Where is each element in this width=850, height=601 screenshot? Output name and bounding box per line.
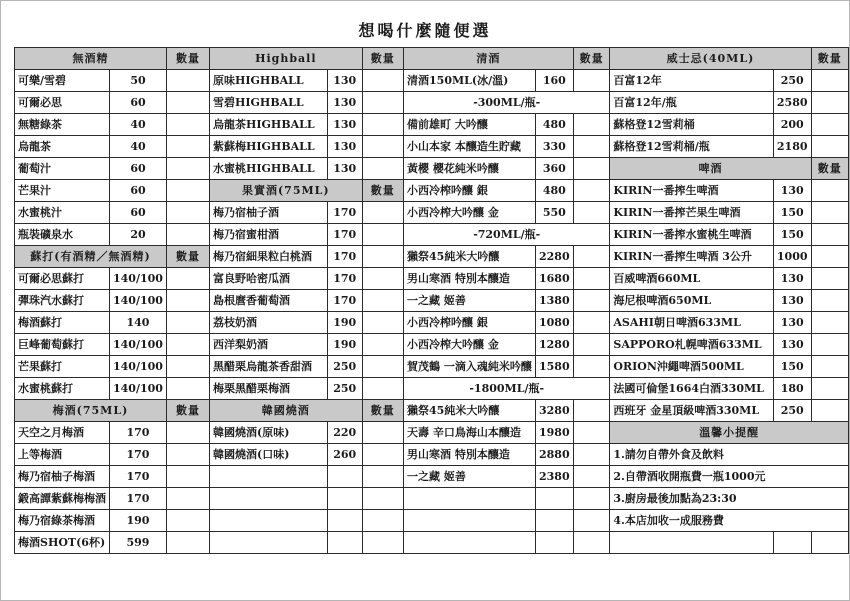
item-price: 1280	[535, 334, 573, 356]
menu-row	[15, 532, 849, 554]
item-name: 梅乃宿細果粒白桃酒	[210, 246, 328, 268]
item-price: 60	[110, 92, 167, 114]
item-price: 599	[110, 532, 167, 554]
item-price: 130	[773, 268, 811, 290]
quantity-cell	[573, 334, 610, 356]
quantity-header: 數量	[573, 48, 610, 70]
menu-row	[15, 70, 849, 92]
section-header: 無酒精	[15, 48, 167, 70]
quantity-cell	[811, 114, 848, 136]
section-header: Highball	[210, 48, 363, 70]
item-price: 250	[327, 378, 362, 400]
quantity-header: 數量	[166, 246, 209, 268]
quantity-cell	[362, 510, 403, 532]
item-name: 備前雄町 大吟釀	[404, 114, 536, 136]
section-header: 果實酒(75ML)	[210, 180, 363, 202]
menu-row	[15, 400, 849, 422]
notice-item: 3.廚房最後加點為23:30	[610, 488, 849, 510]
item-price: 1680	[535, 268, 573, 290]
bottle-size-divider: -720ML/瓶-	[404, 224, 610, 246]
menu-row	[15, 202, 849, 224]
menu-row	[15, 224, 849, 246]
empty-name-cell	[610, 532, 774, 554]
item-price: 2380	[535, 466, 573, 488]
item-price: 130	[327, 136, 362, 158]
empty-name-cell	[210, 488, 328, 510]
menu-row	[15, 378, 849, 400]
item-name: 烏龍茶HIGHBALL	[210, 114, 328, 136]
quantity-cell	[362, 202, 403, 224]
quantity-cell	[573, 466, 610, 488]
empty-price-cell	[327, 532, 362, 554]
item-name: 可爾必思	[15, 92, 110, 114]
item-price: 130	[327, 114, 362, 136]
quantity-cell	[362, 444, 403, 466]
quantity-cell	[811, 202, 848, 224]
item-price: 140/100	[110, 356, 167, 378]
item-price: 190	[327, 334, 362, 356]
quantity-cell	[362, 70, 403, 92]
menu-row	[15, 268, 849, 290]
quantity-cell	[166, 136, 209, 158]
quantity-cell	[573, 290, 610, 312]
quantity-cell	[573, 400, 610, 422]
quantity-cell	[362, 92, 403, 114]
item-price: 170	[110, 444, 167, 466]
section-header: 蘇打(有酒精／無酒精)	[15, 246, 167, 268]
menu-row	[15, 510, 849, 532]
quantity-cell	[573, 532, 610, 554]
quantity-cell	[573, 444, 610, 466]
item-price: 40	[110, 136, 167, 158]
item-name: 海尼根啤酒650ML	[610, 290, 774, 312]
empty-name-cell	[404, 488, 536, 510]
quantity-cell	[811, 312, 848, 334]
item-price: 130	[327, 92, 362, 114]
quantity-cell	[166, 488, 209, 510]
quantity-cell	[573, 246, 610, 268]
item-name: 彈珠汽水蘇打	[15, 290, 110, 312]
page-title: 想喝什麼隨便選	[358, 21, 492, 40]
menu-row	[15, 488, 849, 510]
empty-price-cell	[773, 532, 811, 554]
item-name: 葡萄汁	[15, 158, 110, 180]
quantity-cell	[166, 114, 209, 136]
item-price: 2280	[535, 246, 573, 268]
item-name: 一之藏 姬善	[404, 466, 536, 488]
item-price: 160	[535, 70, 573, 92]
quantity-cell	[573, 268, 610, 290]
quantity-cell	[166, 202, 209, 224]
quantity-cell	[362, 224, 403, 246]
item-price: 60	[110, 158, 167, 180]
item-name: 上等梅酒	[15, 444, 110, 466]
quantity-cell	[362, 290, 403, 312]
item-name: KIRIN一番搾生啤酒 3公升	[610, 246, 774, 268]
item-name: KIRIN一番搾生啤酒	[610, 180, 774, 202]
quantity-cell	[166, 158, 209, 180]
quantity-cell	[362, 114, 403, 136]
item-name: ORION沖繩啤酒500ML	[610, 356, 774, 378]
item-name: 百富12年	[610, 70, 774, 92]
quantity-cell	[166, 334, 209, 356]
menu-row	[15, 422, 849, 444]
empty-price-cell	[535, 510, 573, 532]
quantity-cell	[166, 70, 209, 92]
item-name: 可樂/雪碧	[15, 70, 110, 92]
item-price: 250	[773, 70, 811, 92]
item-price: 1980	[535, 422, 573, 444]
item-name: 瓶裝礦泉水	[15, 224, 110, 246]
item-price: 260	[327, 444, 362, 466]
empty-price-cell	[327, 466, 362, 488]
item-price: 130	[773, 334, 811, 356]
quantity-cell	[166, 378, 209, 400]
quantity-cell	[362, 246, 403, 268]
item-price: 190	[110, 510, 167, 532]
item-price: 330	[535, 136, 573, 158]
item-price: 180	[773, 378, 811, 400]
item-price: 170	[327, 246, 362, 268]
item-name: 西洋梨奶酒	[210, 334, 328, 356]
item-name: 梅乃宿柚子酒	[210, 202, 328, 224]
quantity-cell	[166, 422, 209, 444]
item-price: 140/100	[110, 334, 167, 356]
item-name: 韓國燒酒(原味)	[210, 422, 328, 444]
quantity-cell	[573, 488, 610, 510]
item-name: 賀茂鶴 一滴入魂純米吟釀	[404, 356, 536, 378]
item-name: 黑醋栗烏龍茶香甜酒	[210, 356, 328, 378]
item-name: 小西冷榨吟釀 銀	[404, 180, 536, 202]
empty-price-cell	[535, 532, 573, 554]
item-name: 法國可倫堡1664白酒330ML	[610, 378, 774, 400]
item-name: 鍛高譚紫蘇梅梅酒	[15, 488, 110, 510]
menu-row	[15, 312, 849, 334]
quantity-cell	[811, 180, 848, 202]
item-name: 韓國燒酒(口味)	[210, 444, 328, 466]
item-price: 1580	[535, 356, 573, 378]
item-name: 天壽 辛口鳥海山本釀造	[404, 422, 536, 444]
item-price: 1000	[773, 246, 811, 268]
menu-row	[15, 180, 849, 202]
quantity-cell	[362, 334, 403, 356]
empty-price-cell	[327, 488, 362, 510]
item-name: 巨峰葡萄蘇打	[15, 334, 110, 356]
item-price: 140/100	[110, 268, 167, 290]
item-price: 150	[773, 356, 811, 378]
item-price: 550	[535, 202, 573, 224]
notice-item: 4.本店加收一成服務費	[610, 510, 849, 532]
item-name: 小西冷榨吟釀 銀	[404, 312, 536, 334]
quantity-cell	[573, 202, 610, 224]
quantity-cell	[362, 488, 403, 510]
item-name: 獺祭45純米大吟釀	[404, 246, 536, 268]
item-name: 梅乃宿綠茶梅酒	[15, 510, 110, 532]
item-price: 2580	[773, 92, 811, 114]
item-price: 40	[110, 114, 167, 136]
item-name: 富良野哈密瓜酒	[210, 268, 328, 290]
item-price: 60	[110, 202, 167, 224]
item-price: 130	[773, 312, 811, 334]
item-price: 170	[110, 422, 167, 444]
quantity-cell	[573, 70, 610, 92]
item-price: 130	[327, 158, 362, 180]
empty-name-cell	[404, 532, 536, 554]
quantity-cell	[166, 180, 209, 202]
quantity-cell	[811, 400, 848, 422]
item-name: 烏龍茶	[15, 136, 110, 158]
menu-row	[15, 136, 849, 158]
quantity-cell	[573, 422, 610, 444]
menu-row	[15, 356, 849, 378]
quantity-cell	[811, 246, 848, 268]
section-header: 韓國燒酒	[210, 400, 363, 422]
quantity-cell	[166, 444, 209, 466]
menu-row	[15, 290, 849, 312]
bottle-size-divider: -300ML/瓶-	[404, 92, 610, 114]
item-price: 130	[773, 290, 811, 312]
item-name: KIRIN一番搾水蜜桃生啤酒	[610, 224, 774, 246]
quantity-cell	[573, 158, 610, 180]
item-name: 男山寒酒 特別本釀造	[404, 444, 536, 466]
item-price: 1380	[535, 290, 573, 312]
quantity-cell	[573, 312, 610, 334]
quantity-cell	[811, 334, 848, 356]
quantity-header: 數量	[362, 400, 403, 422]
quantity-cell	[573, 114, 610, 136]
item-name: 水蜜桃蘇打	[15, 378, 110, 400]
item-name: 小山本家 本釀造生貯藏	[404, 136, 536, 158]
item-name: 獺祭45純米大吟釀	[404, 400, 536, 422]
menu-row	[15, 92, 849, 114]
drinks-menu-table	[14, 47, 849, 554]
quantity-cell	[811, 268, 848, 290]
item-price: 20	[110, 224, 167, 246]
item-name: 芒果蘇打	[15, 356, 110, 378]
item-price: 2180	[773, 136, 811, 158]
quantity-cell	[362, 466, 403, 488]
item-name: 梅乃宿蜜柑酒	[210, 224, 328, 246]
section-header: 梅酒(75ML)	[15, 400, 167, 422]
item-name: 梅酒SHOT(6杯)	[15, 532, 110, 554]
notice-header: 溫馨小提醒	[610, 422, 849, 444]
empty-name-cell	[404, 510, 536, 532]
bottle-size-divider: -1800ML/瓶-	[404, 378, 610, 400]
quantity-header: 數量	[166, 400, 209, 422]
item-name: ASAHI朝日啤酒633ML	[610, 312, 774, 334]
item-name: 百富12年/瓶	[610, 92, 774, 114]
item-price: 250	[773, 400, 811, 422]
item-price: 360	[535, 158, 573, 180]
quantity-cell	[166, 268, 209, 290]
item-price: 150	[773, 202, 811, 224]
item-price: 130	[773, 180, 811, 202]
item-price: 130	[327, 70, 362, 92]
item-price: 250	[327, 356, 362, 378]
quantity-cell	[166, 92, 209, 114]
item-name: KIRIN一番搾芒果生啤酒	[610, 202, 774, 224]
item-name: 一之藏 姬善	[404, 290, 536, 312]
quantity-cell	[166, 224, 209, 246]
item-price: 170	[110, 488, 167, 510]
menu-row	[15, 48, 849, 70]
item-price: 50	[110, 70, 167, 92]
item-name: 小西冷榨大吟釀 金	[404, 334, 536, 356]
quantity-cell	[362, 158, 403, 180]
item-price: 60	[110, 180, 167, 202]
empty-name-cell	[210, 510, 328, 532]
item-name: 水蜜桃汁	[15, 202, 110, 224]
quantity-cell	[166, 290, 209, 312]
quantity-cell	[573, 180, 610, 202]
item-name: 水蜜桃HIGHBALL	[210, 158, 328, 180]
item-price: 170	[110, 466, 167, 488]
quantity-cell	[362, 268, 403, 290]
item-price: 150	[773, 224, 811, 246]
menu-row	[15, 444, 849, 466]
item-price: 2880	[535, 444, 573, 466]
quantity-cell	[166, 356, 209, 378]
item-price: 190	[327, 312, 362, 334]
item-price: 480	[535, 180, 573, 202]
quantity-header: 數量	[362, 180, 403, 202]
empty-price-cell	[535, 488, 573, 510]
item-name: 荔枝奶酒	[210, 312, 328, 334]
item-price: 1080	[535, 312, 573, 334]
item-price: 140/100	[110, 378, 167, 400]
item-price: 3280	[535, 400, 573, 422]
section-header: 清酒	[404, 48, 574, 70]
item-price: 140/100	[110, 290, 167, 312]
item-name: 島根麿香葡萄酒	[210, 290, 328, 312]
item-name: 雪碧HIGHBALL	[210, 92, 328, 114]
quantity-cell	[811, 224, 848, 246]
section-header: 啤酒	[610, 158, 811, 180]
quantity-cell	[573, 356, 610, 378]
item-name: 無糖綠茶	[15, 114, 110, 136]
item-name: 原味HIGHBALL	[210, 70, 328, 92]
item-name: 蘇格登12雪莉桶/瓶	[610, 136, 774, 158]
item-price: 170	[327, 268, 362, 290]
quantity-cell	[811, 356, 848, 378]
menu-row	[15, 246, 849, 268]
item-name: 小西冷榨大吟釀 金	[404, 202, 536, 224]
notice-item: 1.請勿自帶外食及飲料	[610, 444, 849, 466]
quantity-cell	[811, 378, 848, 400]
menu-row	[15, 114, 849, 136]
quantity-cell	[362, 136, 403, 158]
quantity-cell	[362, 422, 403, 444]
item-price: 200	[773, 114, 811, 136]
quantity-header: 數量	[811, 48, 848, 70]
quantity-cell	[811, 290, 848, 312]
item-price: 170	[327, 224, 362, 246]
quantity-cell	[166, 510, 209, 532]
menu-row	[15, 466, 849, 488]
item-price: 170	[327, 290, 362, 312]
item-name: 梅栗黑醋栗梅酒	[210, 378, 328, 400]
item-name: 梅乃宿柚子梅酒	[15, 466, 110, 488]
empty-name-cell	[210, 532, 328, 554]
item-price: 170	[327, 202, 362, 224]
quantity-cell	[362, 312, 403, 334]
quantity-cell	[811, 136, 848, 158]
quantity-cell	[166, 532, 209, 554]
quantity-cell	[811, 70, 848, 92]
section-header: 威士忌(40ML)	[610, 48, 811, 70]
quantity-cell	[573, 136, 610, 158]
quantity-cell	[362, 532, 403, 554]
quantity-cell	[573, 510, 610, 532]
quantity-cell	[811, 532, 848, 554]
item-name: 西班牙 金星頂級啤酒330ML	[610, 400, 774, 422]
quantity-cell	[166, 312, 209, 334]
item-name: SAPPORO札幌啤酒633ML	[610, 334, 774, 356]
item-name: 男山寒酒 特別本釀造	[404, 268, 536, 290]
item-name: 百威啤酒660ML	[610, 268, 774, 290]
empty-price-cell	[327, 510, 362, 532]
quantity-header: 數量	[811, 158, 848, 180]
item-name: 梅酒蘇打	[15, 312, 110, 334]
quantity-cell	[362, 356, 403, 378]
quantity-cell	[166, 466, 209, 488]
item-price: 220	[327, 422, 362, 444]
quantity-cell	[811, 92, 848, 114]
item-price: 480	[535, 114, 573, 136]
notice-item: 2.自帶酒收開瓶費一瓶1000元	[610, 466, 849, 488]
item-name: 蘇格登12雪莉桶	[610, 114, 774, 136]
menu-row	[15, 158, 849, 180]
empty-name-cell	[210, 466, 328, 488]
quantity-cell	[362, 378, 403, 400]
quantity-header: 數量	[166, 48, 209, 70]
item-name: 天空之月梅酒	[15, 422, 110, 444]
item-name: 清酒150ML(冰/溫)	[404, 70, 536, 92]
item-name: 黃櫻 櫻花純米吟釀	[404, 158, 536, 180]
item-price: 140	[110, 312, 167, 334]
item-name: 紫蘇梅HIGHBALL	[210, 136, 328, 158]
menu-row	[15, 334, 849, 356]
item-name: 可爾必思蘇打	[15, 268, 110, 290]
item-name: 芒果汁	[15, 180, 110, 202]
quantity-header: 數量	[362, 48, 403, 70]
